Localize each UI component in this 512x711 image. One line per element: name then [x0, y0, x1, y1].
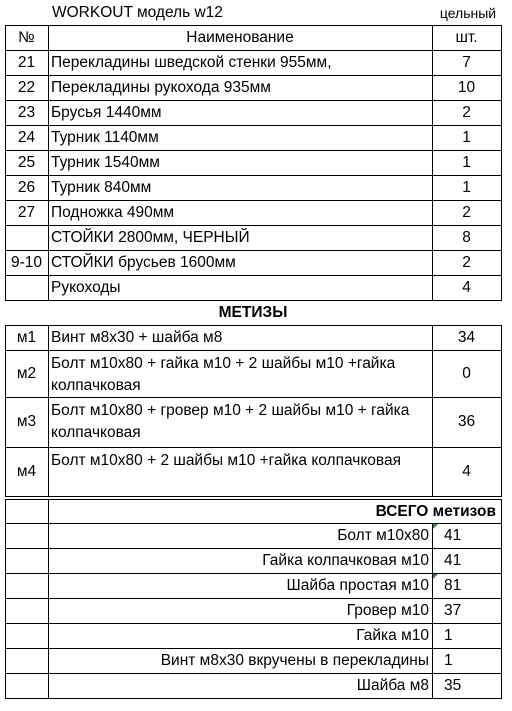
grid-line-v: [432, 350, 433, 398]
grid-line-v: [5, 225, 6, 251]
table-row-name: Турник 1140мм: [51, 129, 159, 146]
comment-indicator-icon: [433, 574, 438, 579]
table-row-name: Подножка 490мм: [51, 204, 175, 221]
grid-line-v: [5, 397, 6, 448]
grid-line-v: [432, 447, 433, 497]
table-row-qty: 8: [462, 229, 471, 246]
table-row-qty: 10: [457, 79, 476, 96]
grid-line-v: [5, 350, 6, 398]
grid-line-h: [5, 598, 501, 599]
grid-line-v: [432, 200, 433, 226]
grid-line-v: [48, 523, 49, 549]
table-row-qty: 2: [462, 254, 471, 271]
grid-line-v: [5, 499, 6, 524]
grid-line-v: [432, 598, 433, 624]
grid-line-v: [501, 275, 502, 301]
sheet-title: WORKOUT модель w12: [52, 4, 223, 21]
totals-row-qty: 41: [444, 552, 462, 569]
grid-line-v: [432, 150, 433, 176]
table-row-qty: 2: [462, 204, 471, 221]
grid-line-v: [5, 573, 6, 599]
grid-line-v: [5, 673, 6, 699]
grid-line-v: [501, 325, 502, 351]
grid-line-v: [5, 250, 6, 276]
grid-line-h: [5, 100, 501, 101]
totals-row-qty: 1: [444, 627, 453, 644]
grid-line-h: [5, 325, 501, 326]
totals-row-name: Болт м10х80: [337, 527, 429, 544]
grid-line-v: [5, 100, 6, 126]
grid-line-h: [5, 125, 501, 126]
grid-line-h: [5, 648, 501, 649]
grid-line-v: [5, 50, 6, 76]
grid-line-v: [48, 499, 49, 524]
grid-line-v: [48, 225, 49, 251]
hardware-row-code: м2: [16, 364, 37, 382]
grid-line-v: [501, 200, 502, 226]
grid-line-h: [5, 300, 501, 301]
grid-line-v: [48, 397, 49, 448]
grid-line-v: [48, 75, 49, 101]
grid-line-v: [48, 573, 49, 599]
table-row-qty: 4: [462, 279, 471, 296]
table-row-qty: 1: [462, 129, 471, 146]
table-row-name: Рукоходы: [51, 279, 121, 296]
grid-line-v: [501, 573, 502, 599]
table-row-name: СТОЙКИ брусьев 1600мм: [51, 254, 236, 271]
table-row-name: Брусья 1440мм: [51, 104, 162, 121]
grid-line-v: [432, 125, 433, 151]
table-row-num: 23: [17, 104, 36, 121]
table-row-num: [5, 278, 48, 298]
grid-line-v: [501, 75, 502, 101]
grid-line-v: [5, 447, 6, 497]
grid-line-v: [48, 25, 49, 51]
table-row-name: Турник 1540мм: [51, 154, 160, 171]
table-row-num: 26: [17, 179, 36, 196]
grid-line-v: [432, 250, 433, 276]
grid-line-v: [501, 673, 502, 699]
grid-line-h: [5, 175, 501, 176]
grid-line-h: [5, 523, 501, 524]
grid-line-v: [432, 548, 433, 574]
hardware-row-qty: 0: [462, 364, 471, 382]
grid-line-h: [5, 350, 501, 351]
hardware-row-code: м4: [16, 462, 37, 480]
grid-line-v: [5, 548, 6, 574]
grid-line-v: [5, 275, 6, 301]
grid-line-v: [5, 150, 6, 176]
grid-line-v: [48, 623, 49, 649]
totals-row-name: Гайка колпачковая м10: [262, 552, 429, 569]
grid-line-v: [48, 673, 49, 699]
grid-line-v: [48, 200, 49, 226]
grid-line-v: [5, 25, 6, 51]
grid-line-v: [48, 648, 49, 674]
totals-row-name: Шайба простая м10: [286, 577, 429, 594]
grid-line-h: [5, 250, 501, 251]
column-header-num: №: [18, 29, 35, 46]
totals-title: ВСЕГО метизов: [375, 503, 496, 520]
grid-line-v: [501, 397, 502, 448]
totals-row-name: Винт м8х30 вкручены в перекладины: [160, 652, 429, 669]
grid-line-v: [501, 598, 502, 624]
table-row-name: Перекладины шведской стенки 955мм,: [51, 54, 332, 71]
grid-line-v: [5, 175, 6, 201]
grid-line-v: [48, 175, 49, 201]
table-row-name: Турник 840мм: [51, 179, 152, 196]
grid-line-v: [5, 523, 6, 549]
table-row-num: 9-10: [10, 254, 43, 271]
comment-indicator-icon: [433, 524, 438, 529]
hardware-row-name: Болт м10х80 + гайка м10 + 2 шайбы м10 +гайка колпачковая: [51, 355, 396, 394]
table-row-name: Перекладины рукохода 935мм: [51, 79, 271, 96]
totals-row-qty: 41: [444, 527, 462, 544]
grid-line-v: [5, 598, 6, 624]
grid-line-v: [48, 598, 49, 624]
grid-line-h: [5, 673, 501, 674]
grid-line-v: [432, 175, 433, 201]
grid-line-v: [501, 548, 502, 574]
grid-line-v: [501, 50, 502, 76]
totals-row-name: Гайка м10: [356, 627, 429, 644]
hardware-row-name: Винт м8х30 + шайба м8: [51, 328, 223, 346]
table-row-num: 25: [17, 154, 36, 171]
grid-line-h: [5, 447, 501, 448]
totals-row-qty: 1: [444, 652, 453, 669]
grid-line-v: [501, 499, 502, 524]
totals-row-name: Гровер м10: [346, 602, 429, 619]
grid-line-v: [5, 200, 6, 226]
table-row-num: [5, 228, 48, 248]
totals-row-qty: 81: [444, 577, 462, 594]
grid-line-v: [501, 225, 502, 251]
grid-line-v: [432, 50, 433, 76]
grid-line-v: [501, 25, 502, 51]
grid-line-v: [432, 225, 433, 251]
grid-line-v: [5, 325, 6, 351]
grid-line-h: [5, 499, 501, 500]
grid-line-h: [5, 225, 501, 226]
grid-line-v: [501, 150, 502, 176]
grid-line-v: [48, 548, 49, 574]
grid-line-v: [501, 100, 502, 126]
grid-line-h: [5, 75, 501, 76]
table-row-num: 21: [17, 54, 36, 71]
grid-line-v: [48, 447, 49, 497]
hardware-row-qty: 4: [462, 462, 471, 480]
table-row-qty: 1: [462, 154, 471, 171]
column-header-qty: шт.: [455, 29, 478, 46]
grid-line-v: [48, 150, 49, 176]
grid-line-h: [5, 496, 501, 497]
section-title-hardware: МЕТИЗЫ: [218, 304, 288, 321]
grid-line-h: [5, 25, 501, 26]
grid-line-v: [432, 275, 433, 301]
grid-line-h: [5, 548, 501, 549]
grid-line-h: [5, 623, 501, 624]
grid-line-h: [5, 50, 501, 51]
grid-line-v: [501, 250, 502, 276]
sheet-variant-label: цельный: [439, 5, 497, 21]
grid-line-v: [5, 75, 6, 101]
totals-row-qty: 35: [444, 677, 462, 694]
hardware-row-name: Болт м10х80 + гровер м10 + 2 шайбы м10 + гайка колпачковая: [51, 402, 410, 441]
grid-line-v: [5, 125, 6, 151]
grid-line-v: [501, 175, 502, 201]
grid-line-v: [501, 125, 502, 151]
totals-row-name: Шайба м8: [356, 677, 429, 694]
grid-line-h: [5, 573, 501, 574]
table-row-num: 27: [17, 204, 36, 221]
table-row-num: 24: [17, 129, 36, 146]
grid-line-v: [48, 250, 49, 276]
table-row-qty: 1: [462, 179, 471, 196]
totals-row-qty: 37: [444, 602, 462, 619]
grid-line-v: [432, 673, 433, 699]
table-row-qty: 2: [462, 104, 471, 121]
hardware-row-qty: 34: [457, 328, 476, 346]
grid-line-v: [432, 397, 433, 448]
hardware-row-code: м1: [16, 328, 37, 346]
grid-line-v: [5, 648, 6, 674]
grid-line-v: [48, 50, 49, 76]
hardware-row-name: Болт м10х80 + 2 шайбы м10 +гайка колпачковая: [51, 452, 401, 469]
column-header-name: Наименование: [186, 29, 294, 46]
grid-line-v: [432, 75, 433, 101]
grid-line-v: [501, 447, 502, 497]
grid-line-v: [432, 325, 433, 351]
hardware-row-code: м3: [16, 413, 37, 430]
hardware-row-qty: 36: [457, 413, 476, 430]
grid-line-v: [432, 648, 433, 674]
grid-line-v: [48, 350, 49, 398]
grid-line-v: [48, 125, 49, 151]
grid-line-v: [501, 350, 502, 398]
grid-line-h: [5, 275, 501, 276]
grid-line-v: [432, 25, 433, 51]
grid-line-v: [48, 100, 49, 126]
grid-line-v: [48, 325, 49, 351]
grid-line-v: [432, 100, 433, 126]
grid-line-v: [432, 623, 433, 649]
table-row-num: 22: [17, 79, 36, 96]
grid-line-v: [501, 623, 502, 649]
grid-line-h: [5, 397, 501, 398]
grid-line-v: [501, 648, 502, 674]
table-row-qty: 7: [462, 54, 471, 71]
grid-line-h: [5, 698, 501, 699]
grid-line-v: [48, 275, 49, 301]
table-row-name: СТОЙКИ 2800мм, ЧЕРНЫЙ: [51, 229, 250, 246]
grid-line-h: [5, 200, 501, 201]
grid-line-v: [501, 523, 502, 549]
grid-line-v: [5, 623, 6, 649]
grid-line-h: [5, 150, 501, 151]
